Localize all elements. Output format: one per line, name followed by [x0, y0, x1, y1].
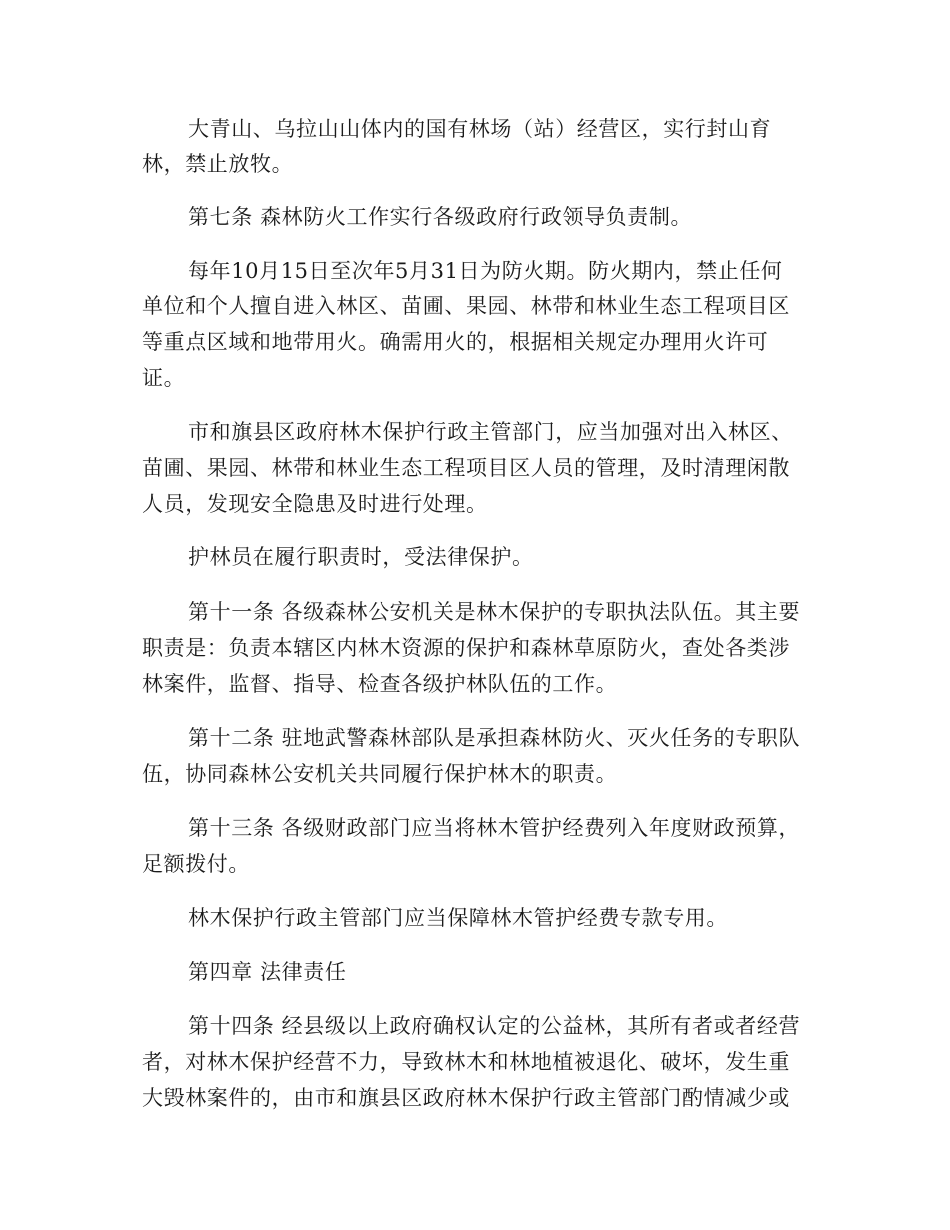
paragraph-line: 林木保护行政主管部门应当保障林木管护经费专款专用。 — [188, 906, 728, 930]
paragraph-line: 林案件，监督、指导、检查各级护林队伍的工作。 — [142, 672, 618, 696]
paragraph-line: 证。 — [142, 366, 186, 390]
paragraph-line: 市和旗县区政府林木保护行政主管部门，应当加强对出入林区、 — [188, 420, 793, 444]
paragraph-line: 人员，发现安全隐患及时进行处理。 — [142, 492, 488, 516]
paragraph-line: 足额拨付。 — [142, 852, 250, 876]
paragraph-line: 等重点区域和地带用火。确需用火的，根据相关规定办理用火许可 — [142, 330, 769, 354]
paragraph-line: 单位和个人擅自进入林区、苗圃、果园、林带和林业生态工程项目区 — [142, 294, 790, 318]
chapter-heading: 第四章 法律责任 — [188, 960, 347, 984]
paragraph-line: 第十三条 各级财政部门应当将林木管护经费列入年度财政预算， — [188, 816, 801, 840]
paragraph-line: 大毁林案件的，由市和旗县区政府林木保护行政主管部门酌情减少或 — [142, 1086, 790, 1110]
paragraph-line: 苗圃、果园、林带和林业生态工程项目区人员的管理，及时清理闲散 — [142, 456, 790, 480]
paragraph-line: 职责是：负责本辖区内林木资源的保护和森林草原防火，查处各类涉 — [142, 636, 790, 660]
paragraph-line: 林，禁止放牧。 — [142, 152, 294, 176]
paragraph-line: 者，对林木保护经营不力，导致林木和林地植被退化、破坏，发生重 — [142, 1050, 790, 1074]
paragraph-line: 第十四条 经县级以上政府确权认定的公益林，其所有者或者经营 — [188, 1014, 801, 1038]
paragraph-line: 护林员在履行职责时，受法律保护。 — [188, 545, 534, 569]
paragraph-line: 大青山、乌拉山山体内的国有林场（站）经营区，实行封山育 — [188, 117, 772, 141]
paragraph-line: 伍，协同森林公安机关共同履行保护林木的职责。 — [142, 762, 618, 786]
paragraph-line: 第十一条 各级森林公安机关是林木保护的专职执法队伍。其主要 — [188, 600, 801, 624]
paragraph-line: 第七条 森林防火工作实行各级政府行政领导负责制。 — [188, 205, 693, 229]
paragraph-line: 每年10月15日至次年5月31日为防火期。防火期内，禁止任何 — [188, 259, 783, 283]
paragraph-line: 第十二条 驻地武警森林部队是承担森林防火、灭火任务的专职队 — [188, 726, 801, 750]
